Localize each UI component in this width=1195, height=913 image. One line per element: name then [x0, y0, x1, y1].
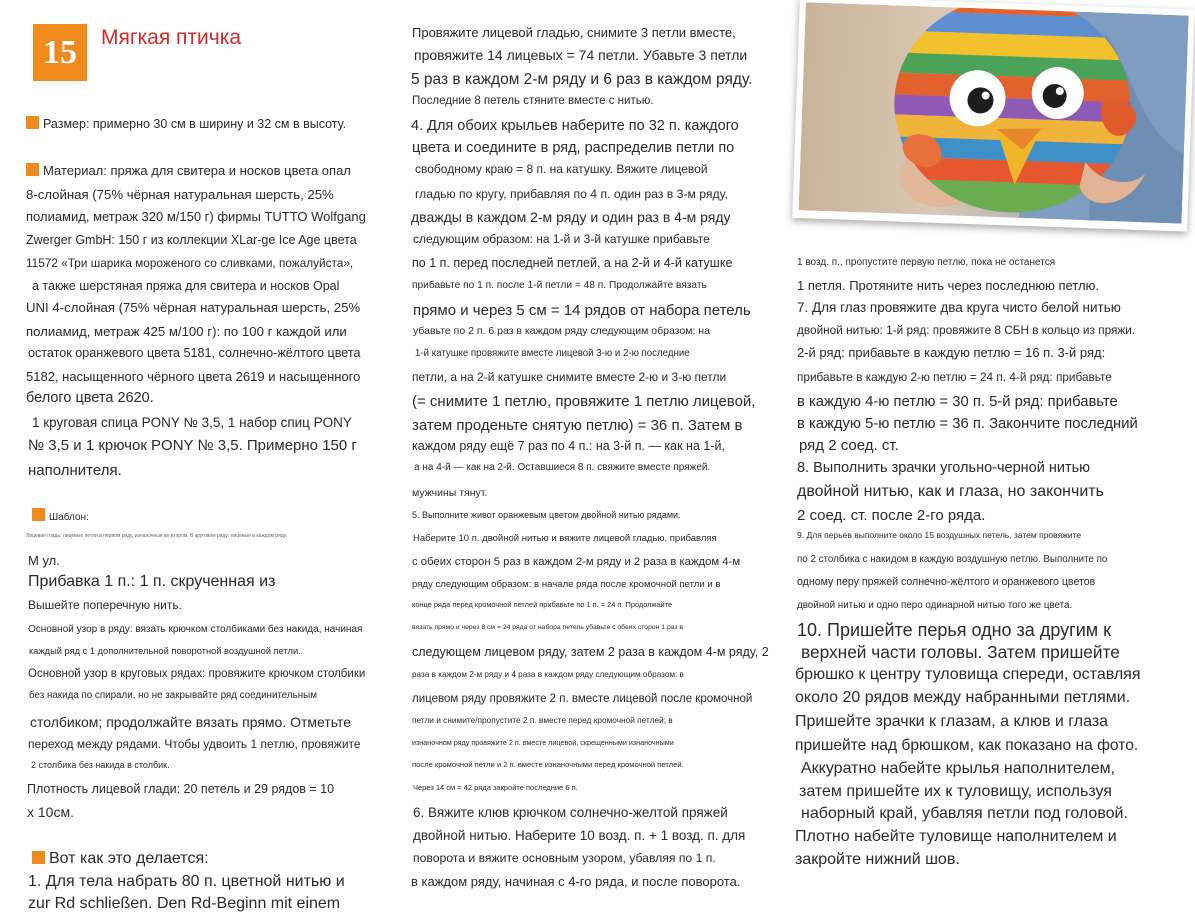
text-line: 7. Для глаз провяжите два круга чисто белой нитью: [797, 300, 1121, 315]
text-line: брюшко к центру туловища спереди, оставляя: [795, 666, 1141, 683]
material-line: полиамид, метраж 425 м/100 г): по 100 г каждой или: [26, 324, 347, 339]
text-line: убавьте по 2 п. 6 раз в каждом ряду следующим образом: на: [413, 325, 710, 337]
text-line: следующем лицевом ряду, затем 2 раза в каждом 4-м ряду, 2: [412, 645, 769, 659]
tools-line: 1 круговая спица PONY № 3,5, 1 набор спиц PONY: [32, 415, 352, 430]
text-line: (= снимите 1 петлю, провяжите 1 петлю лицевой,: [412, 393, 756, 410]
abbrev-line: М ул.: [28, 553, 60, 568]
text-line: 5 раз в каждом 2-м ряду и 6 раз в каждом ряду.: [411, 71, 753, 88]
text-line: двойной нитью и одно перо одинарной нитью того же цвета.: [797, 600, 1073, 611]
text-line: провяжите 14 лицевых = 74 петли. Убавьте 3 петли: [414, 47, 748, 63]
size-text: Размер: примерно 30 см в ширину и 32 см в высоту.: [43, 117, 347, 131]
text-line: 2-й ряд: прибавьте в каждую петлю = 16 п. 3-й ряд:: [797, 345, 1106, 360]
text-line: конце ряда перед кромочной петлей прибавьте по 1 п. = 24 п. Продолжайте: [412, 600, 673, 609]
how-heading-text: Вот как это делается:: [49, 850, 209, 867]
text-line: 9. Для перьев выполните около 15 воздушных петель, затем провяжите: [797, 530, 1082, 540]
text-line: цвета и соедините в ряд, распределив петли по: [412, 140, 735, 156]
text-line: с обеих сторон 5 раз в каждом 2-м ряду и 2 раза в каждом 4-м: [412, 556, 741, 568]
text-line: петли и снимите/пропустите 2 п. вместе перед кромочной петлей; в: [412, 715, 673, 725]
text-line: Пришейте зрачки к глазам, а клюв и глаза: [795, 713, 1109, 730]
tools-line: № 3,5 и 1 крючок PONY № 3,5. Примерно 150 г: [28, 437, 357, 454]
step1-line: zur Rd schließen. Den Rd-Beginn mit einem: [28, 895, 341, 912]
text-line: в каждом ряду, начиная с 4-го ряда, и после поворота.: [411, 874, 741, 889]
text-line: по 1 п. перед последней петлей, а на 2-й и 4-й катушке: [412, 256, 733, 270]
text-line: 2 соед. ст. после 2-го ряда.: [797, 507, 986, 524]
abbrev-line: Основной узор в круговых рядах: провяжите крючком столбики: [28, 668, 366, 680]
text-line: закройте нижний шов.: [795, 851, 960, 868]
text-line: ряду следующим образом: в начале ряда после кромочной петли и в: [412, 579, 721, 590]
text-line: затем проденьте снятую петлю) = 36 п. Затем в: [412, 417, 743, 434]
section-number-badge: 15: [33, 24, 87, 81]
material-line: белого цвета 2620.: [26, 390, 154, 406]
abbrev-line: Плотность лицевой глади: 20 петель и 29 рядов = 10: [27, 782, 335, 796]
page-title: Мягкая птичка: [101, 26, 242, 49]
tools-line: наполнителя.: [28, 462, 122, 479]
text-line: двойной нитью, как и глаза, но закончить: [797, 483, 1104, 500]
text-line: 1-й катушке провяжите вместе лицевой 3-ю и 2-ю последние: [415, 348, 690, 359]
text-line: около 20 рядов между набранными петлями.: [795, 689, 1131, 706]
material-line: а также шерстяная пряжа для свитера и носков Opal: [32, 279, 340, 293]
text-line: 8. Выполнить зрачки угольно-черной нитью: [797, 460, 1091, 476]
text-line: двойной нитью: 1-й ряд: провяжите 8 СБН в кольцо из пряжи.: [797, 323, 1136, 337]
material-line: полиамид, метраж 320 м/150 г) фирмы TUTTO Wolfgang: [26, 209, 366, 224]
text-line: 4. Для обоих крыльев наберите по 32 п. каждого: [411, 118, 739, 134]
text-line: раза в каждом 2-м ряду и 4 раза в каждом ряду следующим образом: в: [412, 670, 684, 679]
text-line: 1 петля. Протяните нить через последнюю петлю.: [797, 278, 1099, 293]
text-line: следующим образом: на 1-й и 3-й катушке прибавьте: [413, 232, 710, 246]
bullet-square-icon: [26, 116, 39, 129]
abbrev-line: 2 столбика без накида в столбик.: [31, 760, 170, 770]
bullet-square-icon: [32, 851, 45, 864]
text-line: 10. Пришейте перья одно за другим к: [797, 620, 1111, 640]
material-text: Материал: пряжа для свитера и носков цвета опал: [43, 163, 351, 178]
material-line: UNI 4-слойная (75% чёрная натуральная шерсть, 25%: [26, 300, 361, 315]
text-line: одному перу пряжей солнечно-жёлтого и оранжевого цветов: [797, 576, 1096, 588]
text-line: прибавьте по 1 п. после 1-й петли = 48 п. Продолжайте вязать: [412, 280, 707, 291]
bullet-square-icon: [26, 163, 39, 176]
text-line: Через 14 см = 42 ряда закройте последние 6 п.: [413, 783, 578, 792]
material-line: [26, 163, 351, 179]
text-line: изнаночном ряду провяжите 2 п. вместе лицевой, скрещенными изнаночными: [412, 738, 674, 747]
material-line: 8-слойная (75% чёрная натуральная шерсть, 25%: [26, 187, 334, 202]
text-line: лицевом ряду провяжите 2 п. вместе лицевой после кромочной: [412, 693, 753, 705]
text-line: после кромочной петли и 2 п. вместе изнаночными перед кромочной петлей.: [412, 760, 684, 769]
text-line: ряд 2 соед. ст.: [799, 437, 899, 454]
text-line: наборный край, убавляя петли под головой.: [801, 805, 1128, 822]
bullet-square-icon: [32, 508, 45, 521]
text-line: гладью по кругу, прибавляя по 4 п. один раз в 3-м ряду,: [415, 187, 728, 201]
tiny-note: Лицевая гладь: лицевые петли в первом ряду, изнаночные во втором. В круговом ряду: лицевые в каждом ряду.: [26, 533, 288, 539]
abbrev-line: каждый ряд с 1 дополнительной поворотной воздушной петли.: [29, 646, 301, 656]
material-line: 5182, насыщенного чёрного цвета 2619 и насыщенного: [26, 369, 361, 384]
text-line: 1 возд. п., пропустите первую петлю, пока не останется: [797, 257, 1056, 268]
material-line: 11572 «Три шарика мороженого со сливками, пожалуйста»,: [26, 256, 354, 270]
knitted-bird-photo: [799, 2, 1189, 223]
text-line: каждом ряду ещё 7 раз по 4 п.: на 3-й п. — как на 1-й,: [412, 439, 725, 453]
text-line: Провяжите лицевой гладью, снимите 3 петли вместе,: [412, 25, 736, 40]
material-line: Zwerger GmbH: 150 г из коллекции XLar-ge Ice Age цвета: [26, 233, 357, 247]
size-paragraph: [26, 116, 346, 131]
text-line: пришейте над брюшком, как показано на фото.: [795, 737, 1139, 754]
text-line: поворота и вяжите основным узором, убавляя по 1 п.: [413, 851, 716, 865]
text-line: петли, а на 2-й катушке снимите вместе 2-ю и 3-ю петли: [412, 370, 727, 384]
text-line: затем пришейте их к туловищу, используя: [799, 783, 1112, 800]
abbrev-line: переход между рядами. Чтобы удвоить 1 петлю, провяжите: [28, 737, 361, 751]
text-line: Аккуратно набейте крылья наполнителем,: [801, 760, 1116, 777]
abbrev-line: столбиком; продолжайте вязать прямо. Отметьте: [30, 714, 352, 730]
text-line: прибавьте в каждую 2-ю петлю = 24 п. 4-й ряд: прибавьте: [797, 370, 1112, 384]
abbrev-line: Вышейте поперечную нить.: [28, 598, 182, 612]
text-line: по 2 столбика с накидом в каждую воздушную петлю. Выполните по: [797, 554, 1108, 565]
template-text: Шаблон:: [49, 512, 89, 523]
abbrev-line: без накида по спирали, но не закрывайте ряд соединительным: [29, 690, 317, 701]
text-line: в каждую 5-ю петлю = 36 п. Закончите последний: [797, 416, 1138, 432]
text-line: мужчины тянут.: [412, 487, 488, 499]
how-heading: [32, 850, 209, 868]
text-line: Наберите 10 п. двойной нитью и вяжите лицевой гладью, прибавляя: [413, 533, 717, 544]
text-line: в каждую 4-ю петлю = 30 п. 5-й ряд: прибавьте: [797, 394, 1118, 410]
abbrev-line: х 10см.: [27, 804, 74, 820]
text-line: двойной нитью. Наберите 10 возд. п. + 1 возд. п. для: [413, 828, 746, 843]
product-photo: [792, 0, 1195, 232]
template-label: [32, 508, 89, 524]
text-line: верхней части головы. Затем пришейте: [801, 642, 1120, 662]
material-line: остаток оранжевого цвета 5181, солнечно-жёлтого цвета: [28, 346, 361, 360]
text-line: дважды в каждом 2-м ряду и один раз в 4-м ряду: [411, 209, 731, 225]
text-line: Последние 8 петель стяните вместе с нитью.: [412, 95, 654, 107]
text-line: Плотно набейте туловище наполнителем и: [795, 828, 1117, 845]
abbrev-line: Прибавка 1 п.: 1 п. скрученная из: [28, 573, 276, 590]
text-line: 5. Выполните живот оранжевым цветом двойной нитью рядами.: [412, 510, 681, 520]
text-line: прямо и через 5 см = 14 рядов от набора петель: [413, 302, 751, 319]
text-line: а на 4-й — как на 2-й. Оставшиеся 8 п. свяжите вместе пряжей.: [414, 462, 711, 473]
abbrev-line: Основной узор в ряду: вязать крючком столбиками без накида, начиная: [28, 624, 363, 635]
step1-line: 1. Для тела набрать 80 п. цветной нитью и: [28, 873, 345, 890]
text-line: 6. Вяжите клюв крючком солнечно-желтой пряжей: [413, 805, 728, 820]
text-line: свободному краю = 8 п. на катушку. Вяжите лицевой: [415, 162, 708, 176]
text-line: вязать прямо и через 8 см = 24 ряда от набора петель убавьте с обеих сторон 1 раз в: [412, 624, 684, 631]
